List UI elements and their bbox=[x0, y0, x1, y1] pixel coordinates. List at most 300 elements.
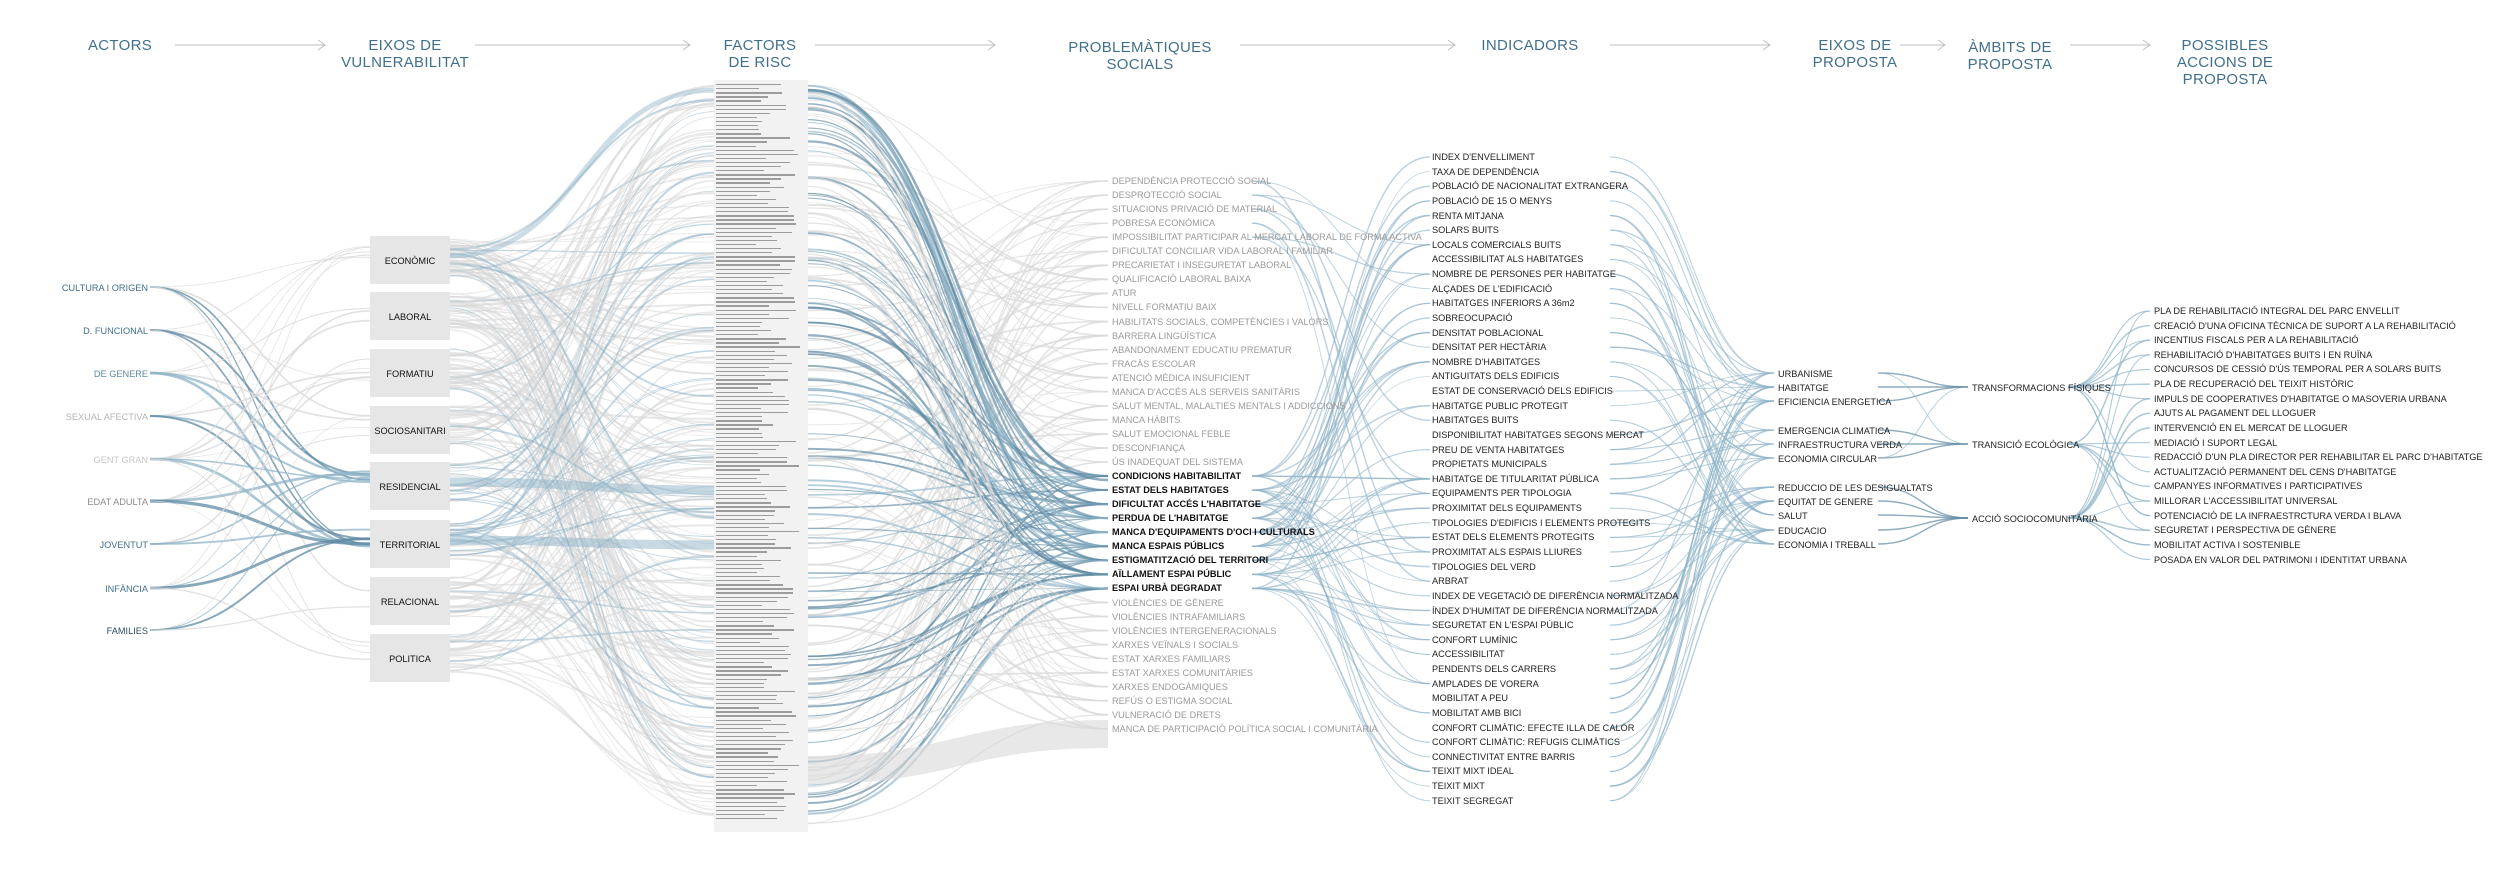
indicador-label: HABITATGE PUBLIC PROTEGIT bbox=[1432, 400, 1568, 411]
factor-risc-line bbox=[716, 699, 776, 700]
factor-risc-line bbox=[716, 588, 793, 589]
indicador-label: NOMBRE DE PERSONES PER HABITATGE bbox=[1432, 269, 1616, 280]
eix-proposta-label: HABITATGE bbox=[1778, 383, 1829, 393]
problematica-label: FRACÀS ESCOLAR bbox=[1112, 358, 1196, 369]
indicador-label: PROPIETATS MUNICIPALS bbox=[1432, 459, 1547, 470]
factor-risc-line bbox=[716, 416, 762, 417]
eix-vulnerabilitat-label: RELACIONAL bbox=[380, 597, 440, 607]
factor-risc-line bbox=[716, 789, 784, 790]
indicador-label: HABITATGE DE TITULARITAT PÚBLICA bbox=[1432, 473, 1599, 484]
eix-vulnerabilitat-label: FORMATIU bbox=[386, 369, 434, 379]
indicador-label: POBLACIÓ DE 15 O MENYS bbox=[1432, 195, 1552, 206]
factor-risc-line bbox=[716, 305, 769, 306]
link-problematiques-indicadors bbox=[1252, 574, 1430, 771]
factor-risc-line bbox=[716, 297, 794, 298]
ambit-proposta-label: TRANSICIÓ ECOLÒGICA bbox=[1972, 440, 2080, 450]
actor-label: GENT GRAN bbox=[93, 455, 148, 465]
factor-risc-line bbox=[716, 404, 789, 405]
accio-label: CONCURSOS DE CESSIÓ D'ÚS TEMPORAL PER A SOLARS BUITS bbox=[2154, 364, 2442, 375]
factor-risc-line bbox=[716, 375, 765, 376]
problematica-label: VIOLÈNCIES DE GÈNERE bbox=[1112, 597, 1224, 608]
factor-risc-line bbox=[716, 584, 783, 585]
factor-risc-line bbox=[716, 474, 769, 475]
eix-vulnerabilitat-label: SOCIOSANITARI bbox=[374, 426, 446, 436]
factor-risc-line bbox=[716, 506, 790, 507]
factor-risc-line bbox=[716, 547, 791, 548]
factor-risc-line bbox=[716, 141, 767, 142]
problematica-label: MANCA D'ACCÉS ALS SERVEIS SANITÀRIS bbox=[1112, 386, 1300, 397]
factor-risc-line bbox=[716, 728, 763, 729]
factor-risc-line bbox=[716, 203, 768, 204]
factor-risc-line bbox=[716, 494, 765, 495]
factor-risc-line bbox=[716, 670, 788, 671]
accio-label: INTERVENCIÓ EN EL MERCAT DE LLOGUER bbox=[2154, 422, 2348, 433]
header-indicadors: INDICADORS bbox=[1481, 37, 1579, 54]
factor-risc-line bbox=[716, 326, 760, 327]
problematica-label: NIVELL FORMATIU BAIX bbox=[1112, 302, 1217, 313]
factor-risc-line bbox=[716, 174, 795, 175]
factor-risc-line bbox=[716, 223, 796, 224]
factor-risc-line bbox=[716, 785, 757, 786]
factor-risc-line bbox=[716, 195, 757, 196]
eix-proposta-label: INFRAESTRUCTURA VERDA bbox=[1778, 440, 1903, 450]
problematica-label: VIOLÈNCIES INTERGENERACIONALS bbox=[1112, 625, 1277, 636]
factor-risc-line bbox=[716, 424, 773, 425]
problematica-label: VULNERACIÓ DE DRETS bbox=[1112, 709, 1221, 720]
factor-risc-line bbox=[716, 334, 758, 335]
eix-vulnerabilitat-label: LABORAL bbox=[388, 312, 432, 322]
factor-risc-line bbox=[716, 178, 781, 179]
problematica-label: SALUT MENTAL, MALALTIES MENTALS I ADDICCIONS bbox=[1112, 400, 1346, 411]
problematica-label: DESCONFIANÇA bbox=[1112, 442, 1185, 453]
factor-risc-line bbox=[716, 170, 764, 171]
factor-risc-line bbox=[716, 301, 795, 302]
problematica-label: QUALIFICACIÓ LABORAL BAIXA bbox=[1112, 274, 1252, 285]
problematica-label: HABILITATS SOCIALS, COMPETÈNCIES I VALORS bbox=[1112, 316, 1329, 327]
factor-risc-line bbox=[716, 359, 774, 360]
accio-label: CAMPANYES INFORMATIVES I PARTICIPATIVES bbox=[2154, 481, 2363, 492]
eix-proposta-label: EFICIENCIA ENERGETICA bbox=[1778, 397, 1892, 407]
factor-risc-line bbox=[716, 687, 764, 688]
accio-label: IMPULS DE COOPERATIVES D'HABITATGE O MASOVERIA URBANA bbox=[2154, 393, 2447, 404]
factor-risc-line bbox=[716, 638, 779, 639]
factor-risc-line bbox=[716, 556, 757, 557]
problematica-label: SALUT EMOCIONAL FEBLE bbox=[1112, 428, 1231, 439]
eix-proposta-label: REDUCCIO DE LES DESIGUALTATS bbox=[1778, 483, 1933, 493]
factor-risc-line bbox=[716, 314, 769, 315]
accio-label: POSADA EN VALOR DEL PATRIMONI I IDENTITAT URBANA bbox=[2154, 554, 2407, 565]
factor-risc-line bbox=[716, 650, 785, 651]
accio-label: PLA DE REHABILITACIÓ INTEGRAL DEL PARC ENVELLIT bbox=[2154, 306, 2400, 316]
factor-risc-line bbox=[716, 211, 788, 212]
link-eixos-factors bbox=[450, 86, 714, 356]
factor-risc-line bbox=[716, 666, 772, 667]
link-indicadors-eixos bbox=[1610, 530, 1774, 786]
factor-risc-line bbox=[716, 383, 771, 384]
link-factors-problematiques bbox=[808, 293, 1108, 780]
eix-proposta-label: EQUITAT DE GENERE bbox=[1778, 497, 1873, 507]
link-ambits-accions bbox=[2068, 340, 2150, 387]
indicador-label: DISPONIBILITAT HABITATGES SEGONS MERCAT bbox=[1432, 429, 1644, 440]
problematica-label: MANCA D'EQUIPAMENTS D'OCI I CULTURALS bbox=[1112, 527, 1315, 538]
factor-risc-line bbox=[716, 797, 784, 798]
factor-risc-line bbox=[716, 658, 788, 659]
indicador-label: SOBREOCUPACIÓ bbox=[1432, 312, 1513, 323]
indicador-label: CONFORT LUMÍNIC bbox=[1432, 634, 1518, 645]
factor-risc-line bbox=[716, 166, 781, 167]
factor-risc-line bbox=[716, 453, 758, 454]
factor-risc-line bbox=[716, 572, 757, 573]
link-indicadors-eixos bbox=[1610, 172, 1774, 387]
link-actor-eixos bbox=[150, 588, 370, 659]
factor-risc-line bbox=[716, 781, 787, 782]
factor-risc-line bbox=[716, 605, 762, 606]
factor-risc-line bbox=[716, 564, 762, 565]
factor-risc-line bbox=[716, 207, 789, 208]
problematica-label: BARRERA LINGÜÍSTICA bbox=[1112, 330, 1217, 341]
factor-risc-line bbox=[716, 293, 783, 294]
accio-label: ACTUALITZACIÓ PERMANENT DEL CENS D'HABITATGE bbox=[2154, 466, 2397, 477]
indicador-label: DENSITAT POBLACIONAL bbox=[1432, 327, 1544, 338]
factor-risc-line bbox=[716, 810, 784, 811]
indicador-label: INDEX D'ENVELLIMENT bbox=[1432, 152, 1535, 162]
factor-risc-line bbox=[716, 482, 761, 483]
factor-risc-line bbox=[716, 428, 759, 429]
link-problematiques-indicadors bbox=[1252, 504, 1430, 581]
factor-risc-line bbox=[716, 662, 764, 663]
indicador-label: ALÇADES DE L'EDIFICACIÓ bbox=[1432, 283, 1553, 294]
actor-label: DE GENERE bbox=[93, 369, 148, 379]
problematica-label: ESTAT XARXES COMUNITÀRIES bbox=[1112, 667, 1253, 678]
factor-risc-line bbox=[716, 617, 787, 618]
factor-risc-line bbox=[716, 137, 790, 138]
factor-risc-line bbox=[716, 744, 785, 745]
link-ambits-accions bbox=[2068, 355, 2150, 518]
actor-label: INFÀNCIA bbox=[105, 584, 148, 594]
factor-risc-line bbox=[716, 273, 790, 274]
factor-risc-line bbox=[716, 199, 776, 200]
factor-risc-line bbox=[716, 806, 786, 807]
problematica-label: IMPOSSIBILITAT PARTICIPAR AL MERCAT LABORAL DE FORMA ACTIVA bbox=[1112, 232, 1422, 243]
indicador-label: ACCESSIBILITAT ALS HABITATGES bbox=[1432, 254, 1584, 265]
factor-risc-line bbox=[716, 793, 795, 794]
eix-proposta-label: SALUT bbox=[1778, 511, 1808, 521]
factor-risc-line bbox=[716, 646, 789, 647]
factor-risc-line bbox=[716, 338, 786, 339]
header-actors: ACTORS bbox=[87, 37, 153, 54]
factor-risc-line bbox=[716, 502, 771, 503]
actor-label: FAMILIES bbox=[106, 626, 148, 636]
factor-risc-line bbox=[716, 133, 761, 134]
problematica-label: PERDUA DE L'HABITATGE bbox=[1112, 513, 1229, 524]
actor-label: SEXUAL AFECTIVA bbox=[65, 412, 148, 422]
factor-risc-line bbox=[716, 342, 779, 343]
header-ambits-proposta: ÀMBITS DE PROPOSTA bbox=[1967, 39, 2053, 73]
factor-risc-line bbox=[716, 445, 779, 446]
accio-label: AJUTS AL PAGAMENT DEL LLOGUER bbox=[2154, 408, 2316, 419]
factor-risc-line bbox=[716, 724, 786, 725]
factor-risc-line bbox=[716, 748, 781, 749]
factor-risc-line bbox=[716, 461, 787, 462]
factor-risc-line bbox=[716, 400, 789, 401]
factor-risc-line bbox=[716, 105, 786, 106]
factor-risc-line bbox=[716, 248, 781, 249]
problematica-label: ATENCIÓ MÈDICA INSUFICIENT bbox=[1112, 372, 1251, 383]
link-actor-eixos bbox=[150, 256, 370, 330]
factor-risc-line bbox=[716, 674, 781, 675]
accio-label: SEGURETAT I PERSPECTIVA DE GÈNERE bbox=[2154, 525, 2337, 536]
problematica-label: SITUACIONS PRIVACIÓ DE MATERIAL bbox=[1112, 204, 1278, 215]
factor-risc-line bbox=[716, 469, 760, 470]
problematica-label: DEPENDÈNCIA PROTECCIÓ SOCIAL bbox=[1112, 176, 1272, 186]
link-eixos-ambits bbox=[1878, 518, 1968, 544]
factor-risc-line bbox=[716, 437, 763, 438]
factor-risc-line bbox=[716, 371, 788, 372]
accio-label: REHABILITACIÓ D'HABITATGES BUITS I EN RUÏNA bbox=[2154, 349, 2373, 360]
accio-label: INCENTIUS FISCALS PER A LA REHABILITACIÓ bbox=[2154, 335, 2359, 346]
link-indicadors-eixos bbox=[1610, 157, 1774, 373]
problematica-label: ÚS INADEQUAT DEL SISTEMA bbox=[1112, 457, 1244, 467]
link-ambits-accions bbox=[2068, 311, 2150, 387]
link-actor-eixos bbox=[150, 247, 370, 459]
accio-label: PLA DE RECUPERACIÓ DEL TEIXIT HISTÒRIC bbox=[2154, 379, 2354, 390]
factor-risc-line bbox=[716, 281, 767, 282]
factor-risc-line bbox=[716, 182, 770, 183]
indicador-label: SEGURETAT EN L'ESPAI PÚBLIC bbox=[1432, 620, 1574, 631]
factor-risc-line bbox=[716, 597, 788, 598]
indicador-label: INDEX DE VEGETACIÓ DE DIFERÈNCIA NORMALITZADA bbox=[1432, 590, 1679, 601]
problematica-label: DESPROTECCIÓ SOCIAL bbox=[1112, 190, 1222, 201]
factor-risc-line bbox=[716, 523, 784, 524]
indicador-label: ARBRAT bbox=[1432, 576, 1469, 587]
problematica-label: POBRESA ECONÒMICA bbox=[1112, 218, 1216, 229]
link-eixos-factors bbox=[450, 657, 714, 802]
problematica-label: ESTAT XARXES FAMILIARS bbox=[1112, 653, 1231, 664]
indicador-label: HABITATGES INFERIORS A 36m2 bbox=[1432, 298, 1575, 309]
factor-risc-line bbox=[716, 387, 758, 388]
factor-risc-line bbox=[716, 613, 794, 614]
factor-risc-line bbox=[716, 761, 774, 762]
indicador-label: DENSITAT PER HECTÀRIA bbox=[1432, 342, 1547, 353]
problematica-label: DIFICULTAT ACCÉS L'HABITATGE bbox=[1112, 499, 1261, 510]
eix-proposta-label: ECONOMIA CIRCULAR bbox=[1778, 454, 1878, 464]
indicador-label: ESTAT DE CONSERVACIÓ DELS EDIFICIS bbox=[1432, 386, 1613, 397]
factor-risc-line bbox=[716, 576, 780, 577]
problematica-label: DIFICULTAT CONCILIAR VIDA LABORAL I FAMILIAR bbox=[1112, 246, 1334, 257]
factor-risc-line bbox=[716, 260, 795, 261]
factor-risc-line bbox=[716, 539, 776, 540]
eix-proposta-label: URBANISME bbox=[1778, 369, 1833, 379]
factor-risc-line bbox=[716, 318, 789, 319]
indicador-label: NOMBRE D'HABITATGES bbox=[1432, 356, 1541, 367]
factor-risc-line bbox=[716, 609, 790, 610]
ambit-proposta-label: ACCIÓ SOCIOCOMUNITÀRIA bbox=[1972, 514, 2098, 524]
eix-vulnerabilitat-label: ECONÒMIC bbox=[384, 256, 436, 266]
link-indicadors-eixos bbox=[1610, 172, 1774, 373]
eix-vulnerabilitat-label: POLITICA bbox=[389, 654, 431, 664]
factor-risc-line bbox=[716, 543, 775, 544]
factor-risc-line bbox=[716, 351, 775, 352]
factor-risc-line bbox=[716, 683, 764, 684]
problematica-label: ABANDONAMENT EDUCATIU PREMATUR bbox=[1112, 344, 1292, 355]
factor-risc-line bbox=[716, 560, 781, 561]
accio-label: POTENCIACIÓ DE LA INFRAESTRCTURA VERDA I BLAVA bbox=[2154, 510, 2402, 521]
header-eixos-proposta: EIXOS DE PROPOSTA bbox=[1812, 37, 1898, 71]
factor-risc-line bbox=[716, 679, 767, 680]
factor-risc-line bbox=[716, 129, 759, 130]
actor-label: CULTURA I ORIGEN bbox=[61, 283, 148, 293]
factor-risc-line bbox=[716, 330, 771, 331]
factor-risc-line bbox=[716, 215, 794, 216]
factor-risc-line bbox=[716, 527, 769, 528]
factor-risc-line bbox=[716, 236, 772, 237]
indicador-label: PREU DE VENTA HABITATGES bbox=[1432, 444, 1565, 455]
factor-risc-line bbox=[716, 773, 775, 774]
factor-risc-line bbox=[716, 568, 764, 569]
factor-risc-line bbox=[716, 642, 760, 643]
factor-risc-line bbox=[716, 408, 761, 409]
factor-risc-line bbox=[716, 441, 796, 442]
band-territorial bbox=[450, 540, 714, 545]
eix-vulnerabilitat-label: RESIDENCIAL bbox=[379, 482, 441, 492]
indicador-label: AMPLADES DE VORERA bbox=[1432, 678, 1539, 689]
indicador-label: CONNECTIVITAT ENTRE BARRIS bbox=[1432, 751, 1575, 762]
factor-risc-line bbox=[716, 310, 796, 311]
factor-risc-line bbox=[716, 519, 765, 520]
indicador-label: PROXIMITAT ALS ESPAIS LLIURES bbox=[1432, 547, 1582, 557]
factor-risc-line bbox=[716, 457, 787, 458]
problematica-label: XARXES VEÏNALS I SOCIALS bbox=[1112, 639, 1239, 650]
factor-risc-line bbox=[716, 580, 770, 581]
factor-risc-line bbox=[716, 736, 776, 737]
factor-risc-line bbox=[716, 256, 795, 257]
factor-risc-line bbox=[716, 601, 777, 602]
eix-proposta-label: ECONOMIA I TREBALL bbox=[1778, 540, 1876, 550]
indicador-label: MOBILITAT A PEU bbox=[1432, 693, 1509, 704]
factor-risc-line bbox=[716, 478, 757, 479]
indicador-label: TEIXIT SEGREGAT bbox=[1432, 795, 1514, 806]
factor-risc-line bbox=[716, 88, 759, 89]
indicador-label: POBLACIÓ DE NACIONALITAT EXTRANGERA bbox=[1432, 181, 1629, 192]
accio-label: MOBILITAT ACTIVA I SOSTENIBLE bbox=[2154, 539, 2301, 550]
factor-risc-line bbox=[716, 363, 792, 364]
indicador-label: PENDENTS DELS CARRERS bbox=[1432, 664, 1557, 675]
factor-risc-line bbox=[716, 752, 768, 753]
factor-risc-line bbox=[716, 322, 762, 323]
factor-risc-line bbox=[716, 551, 767, 552]
indicador-label: TIPOLOGIES DEL VERD bbox=[1432, 561, 1536, 572]
factor-risc-line bbox=[716, 289, 772, 290]
indicador-label: ACCESSIBILITAT bbox=[1432, 649, 1505, 660]
factor-risc-line bbox=[716, 703, 783, 704]
factor-risc-line bbox=[716, 633, 772, 634]
factor-risc-line bbox=[716, 187, 784, 188]
factor-risc-line bbox=[716, 277, 774, 278]
indicador-label: LOCALS COMERCIALS BUITS bbox=[1432, 239, 1562, 250]
factor-risc-line bbox=[716, 498, 767, 499]
factor-risc-line bbox=[716, 592, 793, 593]
factor-risc-line bbox=[716, 654, 791, 655]
indicador-label: ESTAT DELS ELEMENTS PROTEGITS bbox=[1432, 532, 1595, 543]
factor-risc-line bbox=[716, 629, 794, 630]
factor-risc-line bbox=[716, 228, 776, 229]
accio-label: CREACIÓ D'UNA OFICINA TÈCNICA DE SUPORT A LA REHABILITACIÓ bbox=[2154, 320, 2456, 331]
indicador-label: CONFORT CLIMÀTIC: REFUGIS CLIMÀTICS bbox=[1432, 737, 1621, 748]
factor-risc-line bbox=[716, 264, 780, 265]
indicador-label: EQUIPAMENTS PER TIPOLOGIA bbox=[1432, 488, 1572, 499]
factor-risc-line bbox=[716, 355, 787, 356]
indicador-label: MOBILITAT AMB BICI bbox=[1432, 707, 1522, 718]
problematica-label: PRECARIETAT I INSEGURETAT LABORAL bbox=[1112, 260, 1292, 271]
link-ambits-accions bbox=[2068, 387, 2150, 516]
link-actor-eixos bbox=[150, 257, 370, 287]
factor-risc-line bbox=[716, 818, 777, 819]
problematica-label: MANCA HÀBITS bbox=[1112, 414, 1181, 425]
problematica-label: ESTAT DELS HABITATGES bbox=[1112, 485, 1229, 496]
factor-risc-line bbox=[716, 285, 783, 286]
header-possibles-accions: POSSIBLES ACCIONS DE PROPOSTA bbox=[2176, 37, 2274, 88]
factor-risc-line bbox=[716, 396, 785, 397]
factor-risc-line bbox=[716, 711, 792, 712]
factor-risc-line bbox=[716, 191, 770, 192]
link-eixos-ambits bbox=[1878, 518, 1968, 530]
factor-risc-line bbox=[716, 117, 757, 118]
problematica-label: CONDICIONS HABITABILITAT bbox=[1112, 471, 1242, 482]
factor-risc-line bbox=[716, 146, 756, 147]
factor-risc-line bbox=[716, 96, 768, 97]
factor-risc-line bbox=[716, 392, 773, 393]
problematica-label: AÏLLAMENT ESPAI PÚBLIC bbox=[1112, 569, 1232, 580]
factor-risc-line bbox=[716, 756, 778, 757]
link-indicadors-eixos bbox=[1610, 259, 1774, 458]
factor-risc-line bbox=[716, 412, 788, 413]
factor-risc-line bbox=[716, 531, 799, 532]
factor-risc-line bbox=[716, 765, 799, 766]
factor-risc-line bbox=[716, 100, 761, 101]
problematica-label: ATUR bbox=[1112, 288, 1137, 299]
header-factors-risc: FACTORS DE RISC bbox=[723, 37, 797, 71]
factor-risc-line bbox=[716, 109, 786, 110]
accio-label: MEDIACIÓ I SUPORT LEGAL bbox=[2154, 437, 2278, 448]
actor-label: EDAT ADULTA bbox=[87, 497, 148, 507]
factor-risc-line bbox=[716, 420, 762, 421]
factor-risc-line bbox=[716, 158, 766, 159]
indicador-label: RENTA MITJANA bbox=[1432, 210, 1504, 221]
actor-label: D. FUNCIONAL bbox=[83, 326, 148, 336]
problematica-label: VIOLÈNCIES INTRAFAMILIARS bbox=[1112, 611, 1246, 622]
factor-risc-line bbox=[716, 92, 782, 93]
accio-label: REDACCIÓ D'UN PLA DIRECTOR PER REHABILITAR EL PARC D'HABITATGE bbox=[2154, 452, 2483, 463]
problematica-label: XARXES ENDOGÀMIQUES bbox=[1112, 681, 1228, 692]
problematica-label: MANCA ESPAIS PÚBLICS bbox=[1112, 541, 1225, 552]
factor-risc-line bbox=[716, 346, 800, 347]
indicador-label: ANTIGUITATS DELS EDIFICIS bbox=[1432, 371, 1560, 382]
indicador-label: CONFORT CLIMÀTIC: EFECTE ILLA DE CALOR bbox=[1432, 722, 1635, 733]
factor-risc-line bbox=[716, 515, 774, 516]
factor-risc-line bbox=[716, 367, 769, 368]
factor-risc-line bbox=[716, 707, 759, 708]
factor-risc-line bbox=[716, 162, 790, 163]
factor-risc-line bbox=[716, 625, 774, 626]
factor-risc-line bbox=[716, 113, 770, 114]
accio-label: MILLORAR L'ACCESSIBILITAT UNIVERSAL bbox=[2154, 496, 2338, 507]
indicador-label: TIPOLOGIES D'EDIFICIS I ELEMENTS PROTEGITS bbox=[1432, 517, 1651, 528]
factor-risc-line bbox=[716, 732, 789, 733]
factor-risc-line bbox=[716, 486, 786, 487]
factor-risc-line bbox=[716, 252, 772, 253]
problematica-label: ESPAI URBÀ DEGRADAT bbox=[1112, 583, 1222, 594]
indicador-label: TEIXIT MIXT bbox=[1432, 781, 1485, 792]
